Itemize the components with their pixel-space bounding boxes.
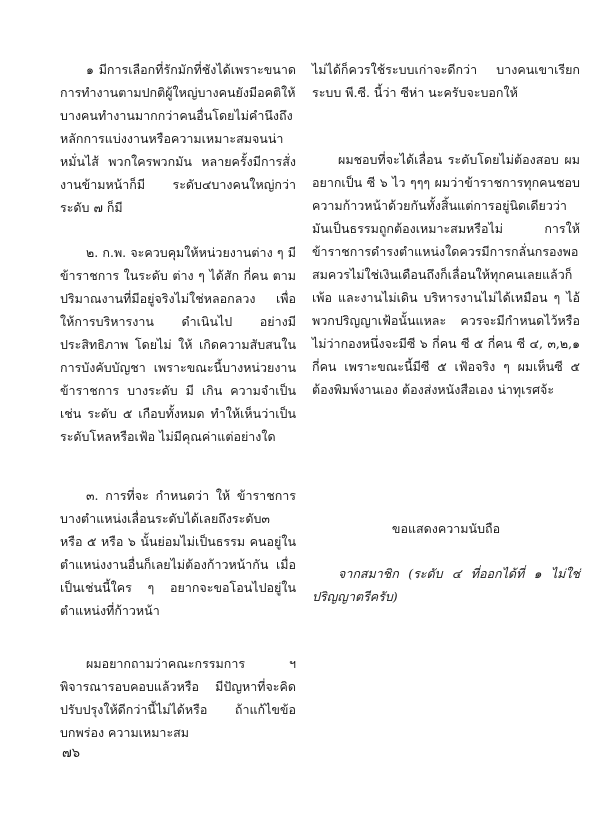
left-paragraph-4: ผมอยากถามว่าคณะกรรมการ ฯ พิจารณารอบคอบแล้วหรือ มีปัญหาที่จะคิดปรับปรุงให้ดีกว่านี้ไม่ได้หรือ ถ้าแก้ไขข้อบกพร่อง ความเหมาะสม [60, 656, 296, 740]
right-paragraph-2: ผมชอบที่จะได้เลื่อน ระดับโดยไม่ต้องสอบ ผมอยากเป็น ซี ๖ ไว ๆๆๆ ผมว่าข้าราชการทุกคนชอบความก้าวหน้าด้วยกันทั้งสิ้นแต่การอยู่นิดเดียวว่ามันเป็นธรรมถูกต้องเหมาะสมหรือไม่ การให้ข้าราชการดำรงตำแหน่งใดควรมีการกลั่นกรองพอสมควรไม่ใช่เงินเดือนถึงก็เลื่อนให้ทุกคนเลยแล้วก็เพ้อ และงานไม่เดิน บริหารงานไม่ได้เหมือน ๆ ไอ้พวกปริญญาเฟ้อนั้นแหละ ควรจะมีกำหนดไว้หรือไม่ว่ากองหนึ่งจะมีซี ๖ กี่คน ซี ๕ กี่คน ซี ๔, ๓,๒,๑ กี่คน เพราะขณะนี้มีซี ๕ เฟ้อจริง ๆ ผมเห็นซี ๕ ต้องพิมพ์งานเอง ต้องส่งหนังสือเอง น่าทุเรศจ้ะ [312, 152, 580, 397]
left-paragraph-3: ๓. การที่จะ กำหนดว่า ให้ ข้าราชการ บางตำแหน่งเลื่อนระดับได้เลยถึงระดับ๓ หรือ ๕ หรือ ๖ นั้นย่อมไม่เป็นธรรม คนอยู่ในตำแหน่งงานอื่นก็เลยไม่ต้องก้าวหน้ากัน เมื่อเป็นเช่นนี้ใคร ๆ อยากจะขอโอนไปอยู่ในตำแหน่งที่ก้าวหน้า [60, 488, 296, 618]
closing-salutation: ขอแสดงความนับถือ [391, 521, 501, 536]
left-column [60, 58, 296, 744]
signature-line: จากสมาชิก (ระดับ ๔ ที่ออกได้ที่ ๑ ไม่ใช่ ปริญญาตรีครับ) [312, 566, 580, 604]
page-number: ๗๖ [62, 746, 81, 761]
right-column [312, 58, 580, 608]
left-paragraph-1: ๑ มีการเลือกที่รักมักที่ชังได้เพราะขนาดการทำงานตามปกติผู้ใหญ่บางคนยังมีอคติให้บางคนทำงานมากกว่าคนอื่นโดยไม่คำนึงถึงหลักการแบ่งงานหรือความเหมาะสมจนน่าหมั่นไส้ พวกใครพวกมัน หลายครั้งมีการสั่งงานข้ามหน้าก็มี ระดับ๔บางคนใหญ่กว่าระดับ ๗ ก็มี [60, 62, 296, 215]
left-paragraph-2: ๒. ก.พ. จะควบคุมให้หน่วยงานต่าง ๆ มีข้าราชการ ในระดับ ต่าง ๆ ได้สัก กี่คน ตาม ปริมาณงานที่มีอยู่จริงไม่ใช่หลอกลวง เพื่อให้การบริหารงาน ดำเนินไป อย่างมี ประสิทธิภาพ โดยไม่ ให้ เกิดความสับสนในการบังคับบัญชา เพราะขณะนี้บางหน่วยงาน ข้าราชการ บางระดับ มี เกิน ความจำเป็น เช่น ระดับ ๕ เกือบทั้งหมด ทำให้เห็นว่าเป็นระดับโหลหรือเฟ้อ ไม่มีคุณค่าแต่อย่างใด [60, 245, 296, 444]
right-paragraph-1: ไม่ได้ก็ควรใช้ระบบเก่าจะดีกว่า บางคนเขาเรียกระบบ พี.ซี. นี้ว่า ซีห่า นะครับจะบอกให้ [312, 62, 580, 100]
